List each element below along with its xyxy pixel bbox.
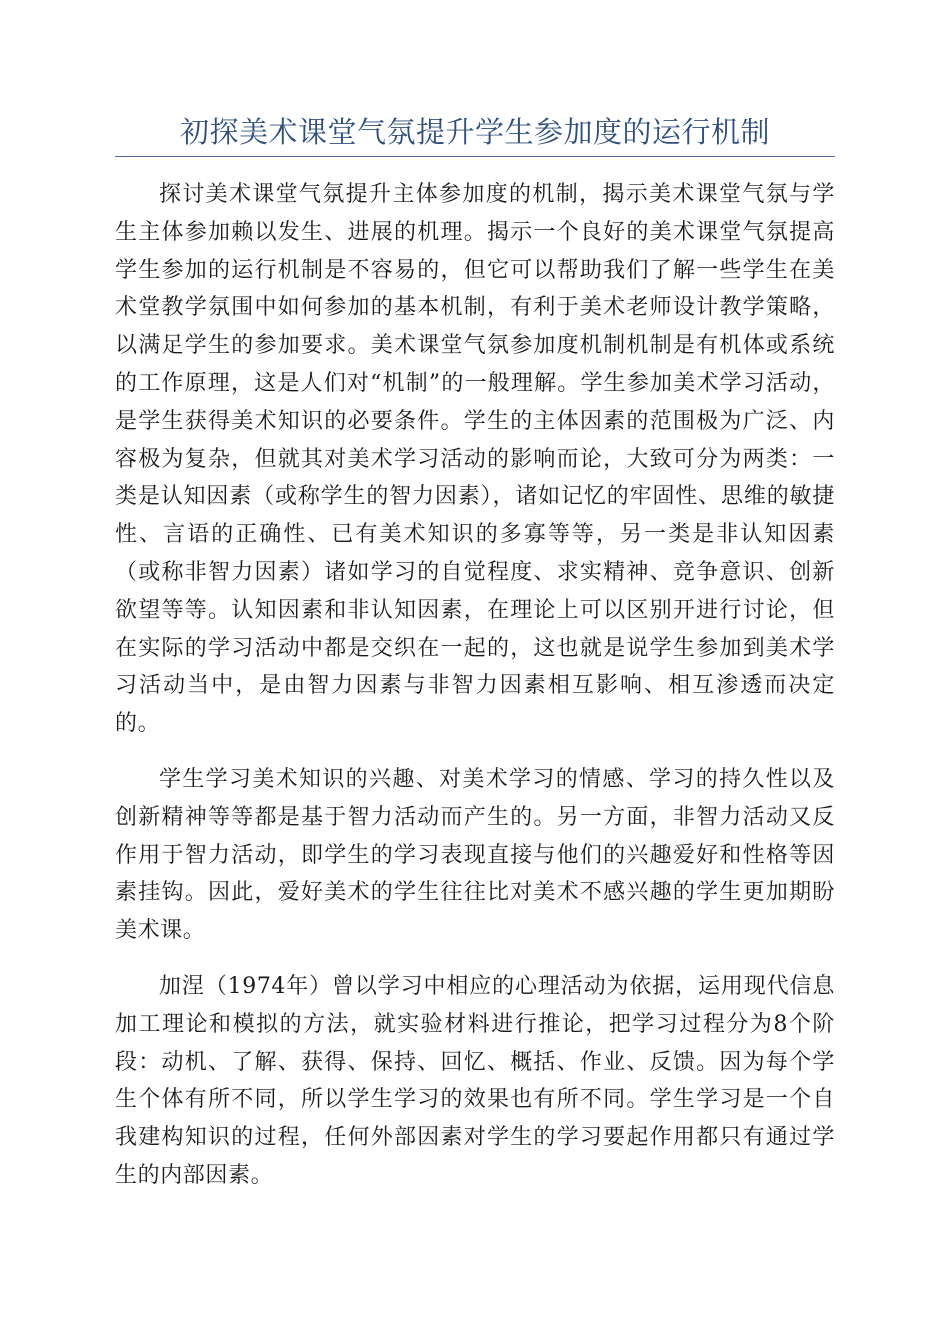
paragraph-1: 探讨美术课堂气氛提升主体参加度的机制，揭示美术课堂气氛与学生主体参加赖以发生、进展的机理。揭示一个良好的美术课堂气氛提高学生参加的运行机制是不容易的，但它可以帮助我们了解一些学生在美术堂教学氛围中如何参加的基本机制，有利于美术老师设计教学策略，以满足学生的参加要求。美术课堂气氛参加度机制机制是有机体或系统的工作原理，这是人们对“机制”的一般理解。学生参加美术学习活动，是学生获得美术知识的必要条件。学生的主体因素的范围极为广泛、内容极为复杂，但就其对美术学习活动的影响而论，大致可分为两类：一类是认知因素（或称学生的智力因素），诸如记忆的牢固性、思维的敏捷性、言语的正确性、已有美术知识的多寡等等，另一类是非认知因素（或称非智力因素）诸如学习的自觉程度、求实精神、竞争意识、创新欲望等等。认知因素和非认知因素，在理论上可以区别开进行讨论，但在实际的学习活动中都是交织在一起的，这也就是说学生参加到美术学习活动当中，是由智力因素与非智力因素相互影响、相互渗透而决定的。 <box>115 182 835 737</box>
title-block <box>115 112 835 157</box>
document-body <box>115 176 835 1213</box>
paragraph-2: 学生学习美术知识的兴趣、对美术学习的情感、学习的持久性以及创新精神等等都是基于智力活动而产生的。另一方面，非智力活动又反作用于智力活动，即学生的学习表现直接与他们的兴趣爱好和性格等因素挂钩。因此，爱好美术的学生往往比对美术不感兴趣的学生更加期盼美术课。 <box>115 766 835 944</box>
paragraph-3: 加涅（1974年）曾以学习中相应的心理活动为依据，运用现代信息加工理论和模拟的方法，就实验材料进行推论，把学习过程分为8个阶段：动机、了解、获得、保持、回忆、概括、作业、反馈。因为每个学生个体有所不同，所以学生学习的效果也有所不同。学生学习是一个自我建构知识的过程，任何外部因素对学生的学习要起作用都只有通过学生的内部因素。 <box>115 973 835 1188</box>
document-title: 初探美术课堂气氛提升学生参加度的运行机制 <box>179 115 770 149</box>
